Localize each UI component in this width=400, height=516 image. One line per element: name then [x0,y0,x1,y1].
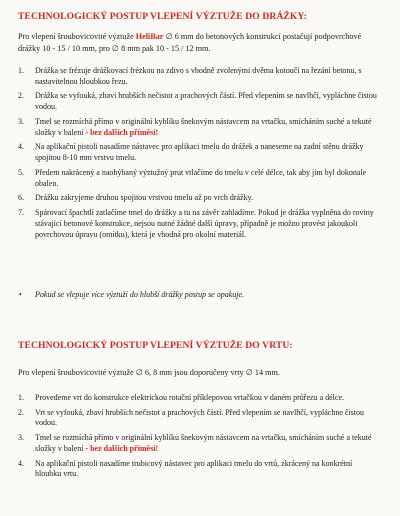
list-item [18,193,380,204]
step-text: Tmel se rozmíchá přímo v originální kyblíku šnekovým nástavcem na vrtačku, smícháním suché a tekuté složky v balení - [35,433,372,453]
note-text: Pokud se vlepuje více výztuží do hlubší drážky postup se opakuje. [35,290,245,299]
step-number: 2. [18,91,24,101]
step-text: Vrt se vyfouká, zbaví hrubších nečistot a prachových částí. Před vlepením se navlhčí, vypláchne čistou vodou. [35,407,364,428]
list-item [18,142,380,163]
step-text: Na aplikační pistoli nasadíme nástavec pro aplikaci tmelu do drážek a naneseme na zadní stěnu drážky spojitou 8-10 mm vrstvu tmelu. [35,142,364,163]
step-text: Na aplikační pistoli nasadíme trubicový nástavec pro aplikaci tmelu do vrtů, zkrácený na konkrétní hloubku vrtu. [35,458,353,479]
list-item [18,117,380,138]
steps-list-drill [18,393,380,484]
step-number: 1. [18,66,24,75]
step-text: Drážka se frézuje drážkovací frézkou na zdivo s vhodně zvolenými dvěma kotouči na řezání betonu, s nastavitelnou hloubkou řezu. [35,66,362,86]
intro-text-before: Pro vlepení šroubovicovité výztuže [18,32,136,41]
step-number: 3. [18,116,24,126]
list-item [18,168,380,189]
step-number: 6. [18,193,24,203]
list-item [18,208,380,240]
bullet-icon: • [19,290,22,299]
step-text: Drážku zakryjeme druhou spojitou vrstvou tmelu až po vrch drážky. [35,193,254,203]
step-number: 3. [18,433,24,443]
step-number: 1. [18,393,24,402]
section-title-groove: TECHNOLOGICKÝ POSTUP VLEPENÍ VÝZTUŽE DO DRÁŽKY: [18,11,307,22]
brand-name: HeliBar [135,32,164,41]
step-number: 4. [18,142,24,152]
list-item [18,408,380,429]
list-item [18,459,380,480]
list-item [18,66,380,87]
step-number: 2. [18,407,24,417]
list-item [18,393,380,404]
step-text: Tmel se rozmíchá přímo v originální kyblíku šnekovým nástavcem na vrtačku, smícháním suché a tekuté složky v balení - [35,116,372,137]
list-item [18,433,380,454]
intro-drill: Pro vlepení šroubovicovité výztuže ∅ 6, 8 mm jsou doporučeny vrty ∅ 14 mm. [18,368,280,377]
step-number: 4. [18,458,24,468]
step-emphasis: bez dalších příměsí! [90,443,159,453]
intro-groove [18,31,380,54]
step-text: Spárovací špachtlí zatlačíme tmel do drážky a tu na závěr zahladíme. Pokud je drážka vyplněna do roviny stávající betonové konstrukce, nejsou nutné žádné další úpravy, případně je možno provést jakoukoli povrchovou úpravu (omítku), která je vhodná pro okolní materiál. [35,208,374,239]
step-text: Drážka se vyfouká, zbaví hrubších nečistot a prachových částí. Před vlepením se navlhčí, vypláchne čistou vodou. [35,91,377,112]
step-text: Předem nakrácený a naohýbaný výztužný prut vtlačíme do tmelu v celé délce, tak aby jím byl dokonale obalen. [35,167,367,188]
intro-text-after: ∅ 6 mm do betonových konstrukcí postačují podpovrchové drážky 10 - 15 / 10 mm, pro ∅ 8 mm pak 10 - 15 / 12 mm. [18,32,362,53]
repeat-note [18,290,244,299]
step-number: 7. [18,208,24,218]
step-emphasis: bez dalších příměsí! [90,127,159,137]
step-number: 5. [18,167,24,177]
section-title-drill: TECHNOLOGICKÝ POSTUP VLEPENÍ VÝZTUŽE DO VRTU: [18,340,293,351]
steps-list-groove [18,66,380,244]
step-text: Provedeme vrt do konstrukce elektrickou rotační příklepovou vrtačkou v daném průřezu a délce. [35,393,344,402]
list-item [18,91,380,112]
